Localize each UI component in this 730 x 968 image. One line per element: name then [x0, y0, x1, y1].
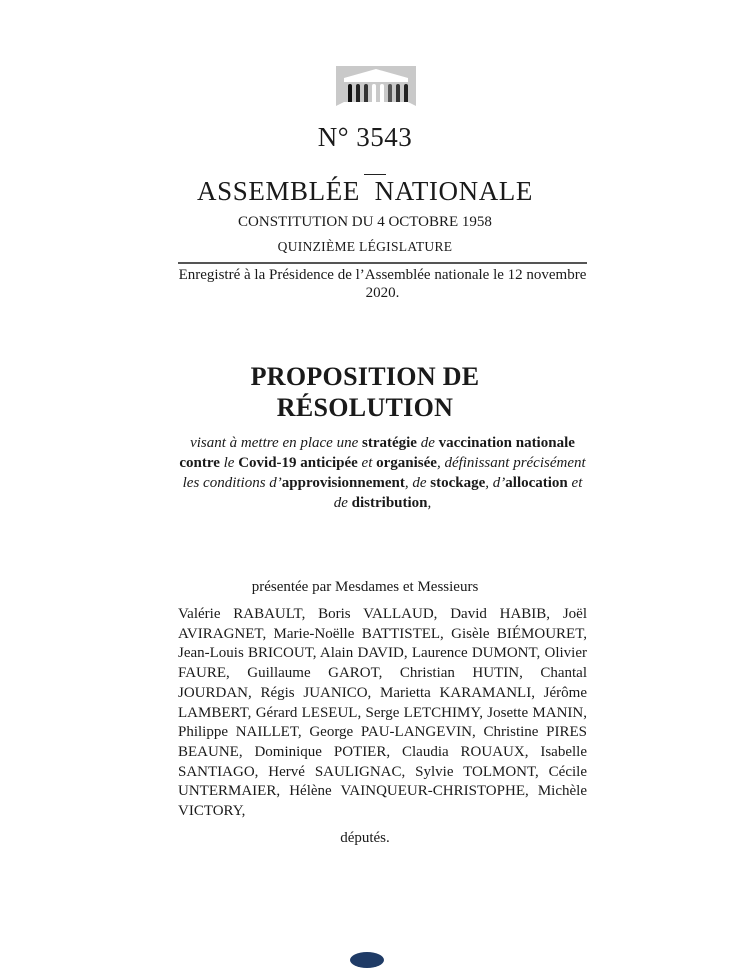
subtitle-segment: ,: [427, 495, 432, 511]
document-title: [0, 361, 730, 423]
presented-by: présentée par Mesdames et Messieurs: [251, 579, 479, 595]
subtitle-segment: organisée: [376, 455, 437, 471]
subtitle-segment: Covid-19 anticipée: [238, 455, 358, 471]
assemblee-nationale-logo-icon: [336, 66, 416, 110]
title-line-1: PROPOSITION DE: [250, 362, 480, 391]
title-line-2: RÉSOLUTION: [276, 393, 454, 422]
subtitle-segment: , de: [404, 475, 431, 491]
subtitle-segment: , d’: [485, 475, 506, 491]
subtitle-segment: , définissant précisément les conditions d’: [182, 455, 586, 491]
subtitle-segment: le: [219, 455, 239, 471]
subtitle-segment: et: [357, 455, 377, 471]
resolution-subtitle: [178, 433, 587, 513]
constitution-line: CONSTITUTION DU 4 OCTOBRE 1958: [238, 214, 492, 230]
subtitle-segment: et de: [333, 475, 583, 511]
subtitle-segment: distribution: [351, 495, 428, 511]
short-divider: [364, 174, 386, 175]
header-divider: [178, 262, 587, 264]
registration-note: Enregistré à la Présidence de l’Assemblée nationale le 12 novembre 2020.: [178, 267, 587, 301]
legislature-line: QUINZIÈME LÉGISLATURE: [277, 239, 453, 254]
document-number: N° 3543: [317, 122, 413, 152]
subtitle-segment: visant à mettre en place une: [190, 435, 362, 451]
bottom-badge-icon: [350, 952, 384, 968]
authors-list: Valérie RABAULT, Boris VALLAUD, David HABIB, Joël AVIRAGNET, Marie-Noëlle BATTISTEL, Gisèle BIÉMOURET, Jean-Louis BRICOUT, Alain DAVID, Laurence DUMONT, Olivier FAURE, Guillaume GAROT, Christian HUTIN, Chantal JOURDAN, Régis JUANICO, Marietta KARAMANLI, Jérôme LAMBERT, Gérard LESEUL, Serge LETCHIMY, Josette MANIN, Philippe NAILLET, George PAU-LANGEVIN, Christine PIRES BEAUNE, Dominique POTIER, Claudia ROUAUX, Isabelle SANTIAGO, Hervé SAULIGNAC, Sylvie TOLMONT, Cécile UNTERMAIER, Hélène VAINQUEUR-CHRISTOPHE, Michèle VICTORY,: [178, 606, 587, 820]
closing-deputes: députés.: [340, 830, 390, 846]
subtitle-segment: approvisionnement: [281, 475, 405, 491]
subtitle-segment: stockage: [430, 475, 486, 491]
subtitle-segment: de: [416, 435, 439, 451]
subtitle-segment: stratégie: [362, 435, 417, 451]
subtitle-segment: vaccination nationale contre: [179, 435, 575, 471]
subtitle-segment: allocation: [505, 475, 568, 491]
institution-name: ASSEMBLÉE NATIONALE: [197, 176, 533, 206]
